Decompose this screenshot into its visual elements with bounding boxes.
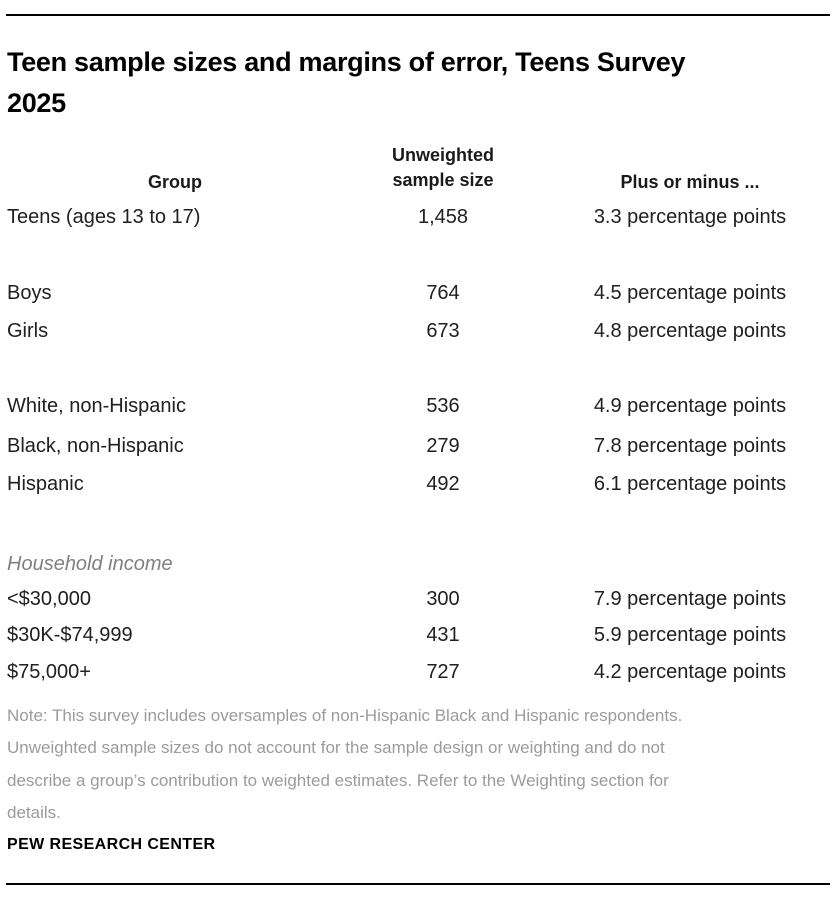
top-rule bbox=[6, 14, 830, 16]
row-margin-of-error: 7.9 percentage points bbox=[593, 588, 787, 610]
row-group-label: $30K-$74,999 bbox=[7, 624, 133, 646]
column-header-sample-size bbox=[358, 143, 528, 193]
row-group-label: Hispanic bbox=[7, 473, 84, 495]
row-sample-size: 673 bbox=[426, 320, 460, 342]
footnote-line-4: details. bbox=[7, 802, 61, 822]
table-row bbox=[0, 393, 840, 419]
figure-title-line-2: 2025 bbox=[7, 88, 66, 118]
figure-title bbox=[7, 42, 827, 124]
row-margin-of-error: 3.3 percentage points bbox=[593, 206, 787, 228]
row-group-label: <$30,000 bbox=[7, 588, 91, 610]
table-row bbox=[0, 280, 840, 306]
bottom-rule bbox=[6, 883, 830, 885]
row-margin-of-error: 6.1 percentage points bbox=[593, 473, 787, 495]
figure-title-line-1: Teen sample sizes and margins of error, Teens Survey bbox=[7, 47, 686, 77]
row-sample-size: 536 bbox=[426, 395, 460, 417]
footnote-line-2: Unweighted sample sizes do not account for the sample design or weighting and do not bbox=[7, 738, 665, 758]
row-sample-size: 764 bbox=[426, 282, 460, 304]
table-row bbox=[0, 659, 840, 685]
section-label-household-income: Household income bbox=[7, 553, 173, 575]
table-row bbox=[0, 586, 840, 612]
row-sample-size: 431 bbox=[426, 624, 460, 646]
row-group-label: $75,000+ bbox=[7, 661, 91, 683]
table-row bbox=[0, 622, 840, 648]
row-group-label: Girls bbox=[7, 320, 49, 342]
row-margin-of-error: 4.8 percentage points bbox=[593, 320, 787, 342]
table-row bbox=[0, 318, 840, 344]
row-margin-of-error: 7.8 percentage points bbox=[593, 435, 787, 457]
footnote bbox=[7, 700, 819, 829]
column-header-sample-size-label: Unweighted sample size bbox=[392, 145, 494, 190]
row-group-label: Black, non-Hispanic bbox=[7, 435, 184, 457]
footnote-line-1: Note: This survey includes oversamples of non-Hispanic Black and Hispanic respondents. bbox=[7, 706, 683, 725]
row-group-label: Teens (ages 13 to 17) bbox=[7, 206, 201, 228]
column-header-margin-of-error: Plus or minus ... bbox=[620, 172, 760, 192]
footnote-line-3: describe a group’s contribution to weighted estimates. Refer to the Weighting section for bbox=[7, 770, 669, 790]
row-margin-of-error: 4.9 percentage points bbox=[593, 395, 787, 417]
row-margin-of-error: 4.2 percentage points bbox=[593, 661, 787, 683]
table-row bbox=[0, 471, 840, 497]
row-sample-size: 1,458 bbox=[417, 206, 469, 228]
row-margin-of-error: 5.9 percentage points bbox=[593, 624, 787, 646]
row-sample-size: 279 bbox=[426, 435, 460, 457]
row-group-label: White, non-Hispanic bbox=[7, 395, 186, 417]
row-sample-size: 727 bbox=[426, 661, 460, 683]
column-header-group: Group bbox=[148, 172, 202, 192]
table-header-row bbox=[0, 143, 840, 193]
table-row bbox=[0, 433, 840, 459]
source-attribution: PEW RESEARCH CENTER bbox=[7, 836, 216, 853]
row-group-label: Boys bbox=[7, 282, 52, 304]
row-margin-of-error: 4.5 percentage points bbox=[593, 282, 787, 304]
table-row bbox=[0, 204, 840, 230]
row-sample-size: 300 bbox=[426, 588, 460, 610]
row-sample-size: 492 bbox=[426, 473, 460, 495]
